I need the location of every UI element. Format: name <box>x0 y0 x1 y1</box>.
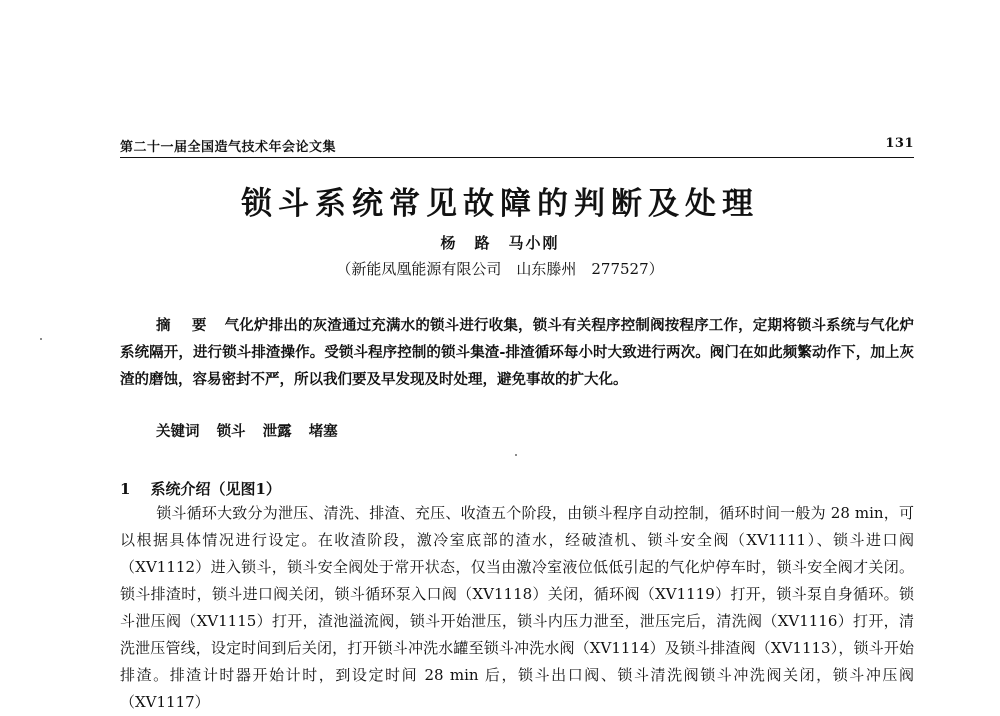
paper-authors: 杨 路 马小刚 <box>440 234 560 252</box>
paper-title: 锁斗系统常见故障的判断及处理 <box>241 186 759 222</box>
header-rule <box>120 157 914 158</box>
keyword-item: 锁斗 <box>216 423 246 440</box>
section-title: 系统介绍（见图1） <box>150 480 281 498</box>
section-number: 1 <box>120 480 131 498</box>
keyword-item: 泄露 <box>262 423 292 440</box>
abstract <box>120 312 914 393</box>
page-number: 131 <box>885 136 914 151</box>
section-heading <box>120 478 281 499</box>
section-body <box>120 500 914 716</box>
scan-speck <box>40 338 42 340</box>
keyword-item: 堵塞 <box>308 423 338 440</box>
section-body-text: 锁斗循环大致分为泄压、清洗、排渣、充压、收渣五个阶段，由锁斗程序自动控制，循环时间一般为 28 min，可以根据具体情况进行设定。在收渣阶段，激冷室底部的渣水，经破渣机、锁斗安全阀（XV1111）、锁斗进口阀（XV1112）进入锁斗，锁斗安全阀处于常开状态，仅当由激冷室液位低低引起的气化炉停车时，锁斗安全阀才关闭。锁斗排渣时，锁斗进口阀关闭，锁斗循环泵入口阀（XV1118）关闭，循环阀（XV1119）打开，锁斗泵自身循环。锁斗泄压阀（XV1115）打开，渣池溢流阀，锁斗开始泄压，锁斗内压力泄至，泄压完后，清洗阀（XV1116）打开，清洗泄压管线，设定时间到后关闭，打开锁斗冲洗水罐至锁斗冲洗水阀（XV1114）及锁斗排渣阀（XV1113），锁斗开始排渣。排渣计时器开始计时，到设定时间 28 min 后，锁斗出口阀、锁斗清洗阀锁斗冲洗阀关闭，锁斗冲压阀（XV1117） <box>120 504 914 711</box>
paper-affiliation: （新能凤凰能源有限公司 山东滕州 277527） <box>336 260 664 278</box>
scan-speck <box>515 454 517 456</box>
keywords <box>156 420 338 441</box>
running-title: 第二十一届全国造气技术年会论文集 <box>120 140 337 155</box>
abstract-text: 气化炉排出的灰渣通过充满水的锁斗进行收集，锁斗有关程序控制阀按程序工作，定期将锁斗系统与气化炉系统隔开，进行锁斗排渣操作。受锁斗程序控制的锁斗集渣-排渣循环每小时大致进行两次。阀门在如此频繁动作下，加上灰渣的磨蚀，容易密封不严，所以我们要及早发现及时处理，避免事故的扩大化。 <box>120 317 914 388</box>
keywords-label: 关键词 <box>156 423 200 440</box>
abstract-label: 摘 要 <box>156 317 215 334</box>
running-header <box>120 136 914 155</box>
